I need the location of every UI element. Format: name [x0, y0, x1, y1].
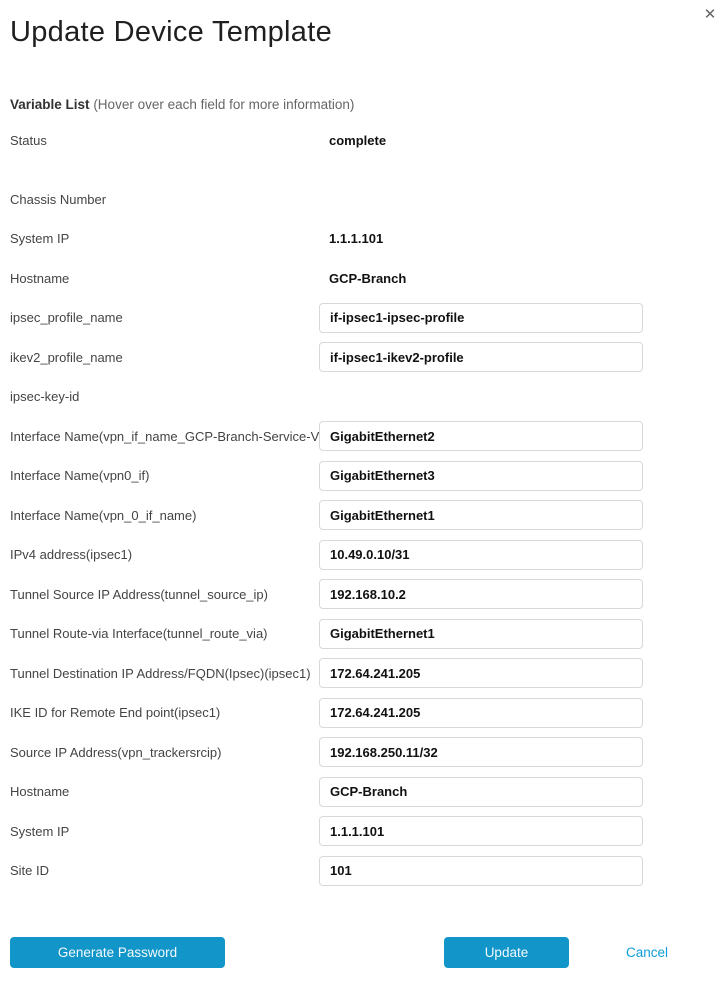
variable-label-tunnel-source-ip-address-tunnel-source-ip: Tunnel Source IP Address(tunnel_source_ip)	[10, 586, 268, 602]
variable-input-interface-name-vpn-0-if-name[interactable]	[319, 500, 643, 530]
variable-value	[319, 461, 727, 491]
footer-right-actions	[444, 937, 668, 968]
variable-static-hostname: GCP-Branch	[329, 270, 407, 286]
variable-input-interface-name-vpn0-if[interactable]	[319, 461, 643, 491]
variable-label-ipsec-key-id: ipsec-key-id	[10, 389, 80, 405]
variable-value	[319, 698, 727, 728]
variable-value	[319, 231, 727, 246]
variable-row	[0, 377, 727, 417]
cancel-button[interactable]: Cancel	[625, 944, 668, 960]
variable-label-source-ip-address-vpn-trackersrcip: Source IP Address(vpn_trackersrcip)	[10, 744, 222, 760]
variable-label-status: Status	[10, 133, 47, 149]
variable-value	[319, 816, 727, 846]
variable-input-ikev2-profile-name[interactable]	[319, 342, 643, 372]
close-icon[interactable]: ✕	[699, 4, 721, 26]
variable-list-hint: (Hover over each field for more information)	[93, 97, 355, 112]
variable-input-ike-id-for-remote-end-point-ipsec1[interactable]	[319, 698, 643, 728]
variable-value	[319, 421, 727, 451]
variable-row	[0, 733, 727, 773]
variable-static-system-ip: 1.1.1.101	[329, 231, 384, 247]
variable-label-interface-name-vpn0-if: Interface Name(vpn0_if)	[10, 468, 150, 484]
generate-password-button[interactable]: Generate Password	[10, 937, 225, 968]
variable-row	[0, 180, 727, 220]
variable-row	[0, 417, 727, 457]
variable-label-tunnel-route-via-interface-tunnel-route-via: Tunnel Route-via Interface(tunnel_route_via)	[10, 626, 268, 642]
page-title: Update Device Template	[10, 16, 333, 48]
dialog-footer	[0, 937, 727, 968]
variable-input-system-ip[interactable]	[319, 816, 643, 846]
variable-label-ike-id-for-remote-end-point-ipsec1: IKE ID for Remote End point(ipsec1)	[10, 705, 221, 721]
update-button[interactable]: Update	[444, 937, 569, 968]
variable-value	[319, 303, 727, 333]
variable-label-hostname: Hostname	[10, 270, 70, 286]
variable-list-heading: Variable List	[10, 97, 90, 112]
variable-input-source-ip-address-vpn-trackersrcip[interactable]	[319, 737, 643, 767]
variable-value	[319, 342, 727, 372]
variable-row	[0, 772, 727, 812]
variable-label-system-ip: System IP	[10, 823, 70, 839]
variable-row	[0, 693, 727, 733]
variable-label-hostname: Hostname	[10, 784, 70, 800]
variable-input-ipv4-address-ipsec1[interactable]	[319, 540, 643, 570]
variable-label-ipv4-address-ipsec1: IPv4 address(ipsec1)	[10, 547, 133, 563]
variable-label-interface-name-vpn-if-name-gcp-branch-service-v: Interface Name(vpn_if_name_GCP-Branch-Service-V	[10, 428, 319, 444]
variable-rows	[0, 121, 727, 891]
variable-value	[319, 540, 727, 570]
variable-static-status: complete	[329, 133, 387, 149]
variable-row	[0, 259, 727, 299]
variable-input-ipsec-profile-name[interactable]	[319, 303, 643, 333]
variable-row	[0, 575, 727, 615]
variable-row	[0, 298, 727, 338]
variable-row	[0, 121, 727, 161]
variable-label-tunnel-destination-ip-address-fqdn-ipsec-ipsec1: Tunnel Destination IP Address/FQDN(Ipsec)(ipsec1)	[10, 665, 311, 681]
variable-value	[319, 658, 727, 688]
variable-row	[0, 338, 727, 378]
variable-value	[319, 737, 727, 767]
variable-value	[319, 271, 727, 286]
variable-input-tunnel-destination-ip-address-fqdn-ipsec-ipsec1[interactable]	[319, 658, 643, 688]
variable-list-subtitle	[10, 97, 727, 112]
variable-row	[0, 812, 727, 852]
variable-input-interface-name-vpn-if-name-gcp-branch-service-v[interactable]	[319, 421, 643, 451]
variable-input-site-id[interactable]	[319, 856, 643, 886]
variable-label-system-ip: System IP	[10, 231, 70, 247]
variable-label-ipsec-profile-name: ipsec_profile_name	[10, 310, 123, 326]
variable-value	[319, 579, 727, 609]
variable-row	[0, 614, 727, 654]
variable-value	[319, 500, 727, 530]
variable-label-chassis-number: Chassis Number	[10, 191, 107, 207]
variable-input-tunnel-source-ip-address-tunnel-source-ip[interactable]	[319, 579, 643, 609]
variable-label-interface-name-vpn-0-if-name: Interface Name(vpn_0_if_name)	[10, 507, 197, 523]
variable-input-tunnel-route-via-interface-tunnel-route-via[interactable]	[319, 619, 643, 649]
variable-value	[319, 777, 727, 807]
variable-label-site-id: Site ID	[10, 863, 50, 879]
variable-row	[0, 851, 727, 891]
variable-row	[0, 535, 727, 575]
variable-value	[319, 619, 727, 649]
variable-row	[0, 219, 727, 259]
variable-row	[0, 456, 727, 496]
variable-row	[0, 654, 727, 694]
variable-input-hostname[interactable]	[319, 777, 643, 807]
variable-label-ikev2-profile-name: ikev2_profile_name	[10, 349, 123, 365]
variable-value	[319, 856, 727, 886]
variable-value	[319, 133, 727, 148]
variable-row	[0, 496, 727, 536]
